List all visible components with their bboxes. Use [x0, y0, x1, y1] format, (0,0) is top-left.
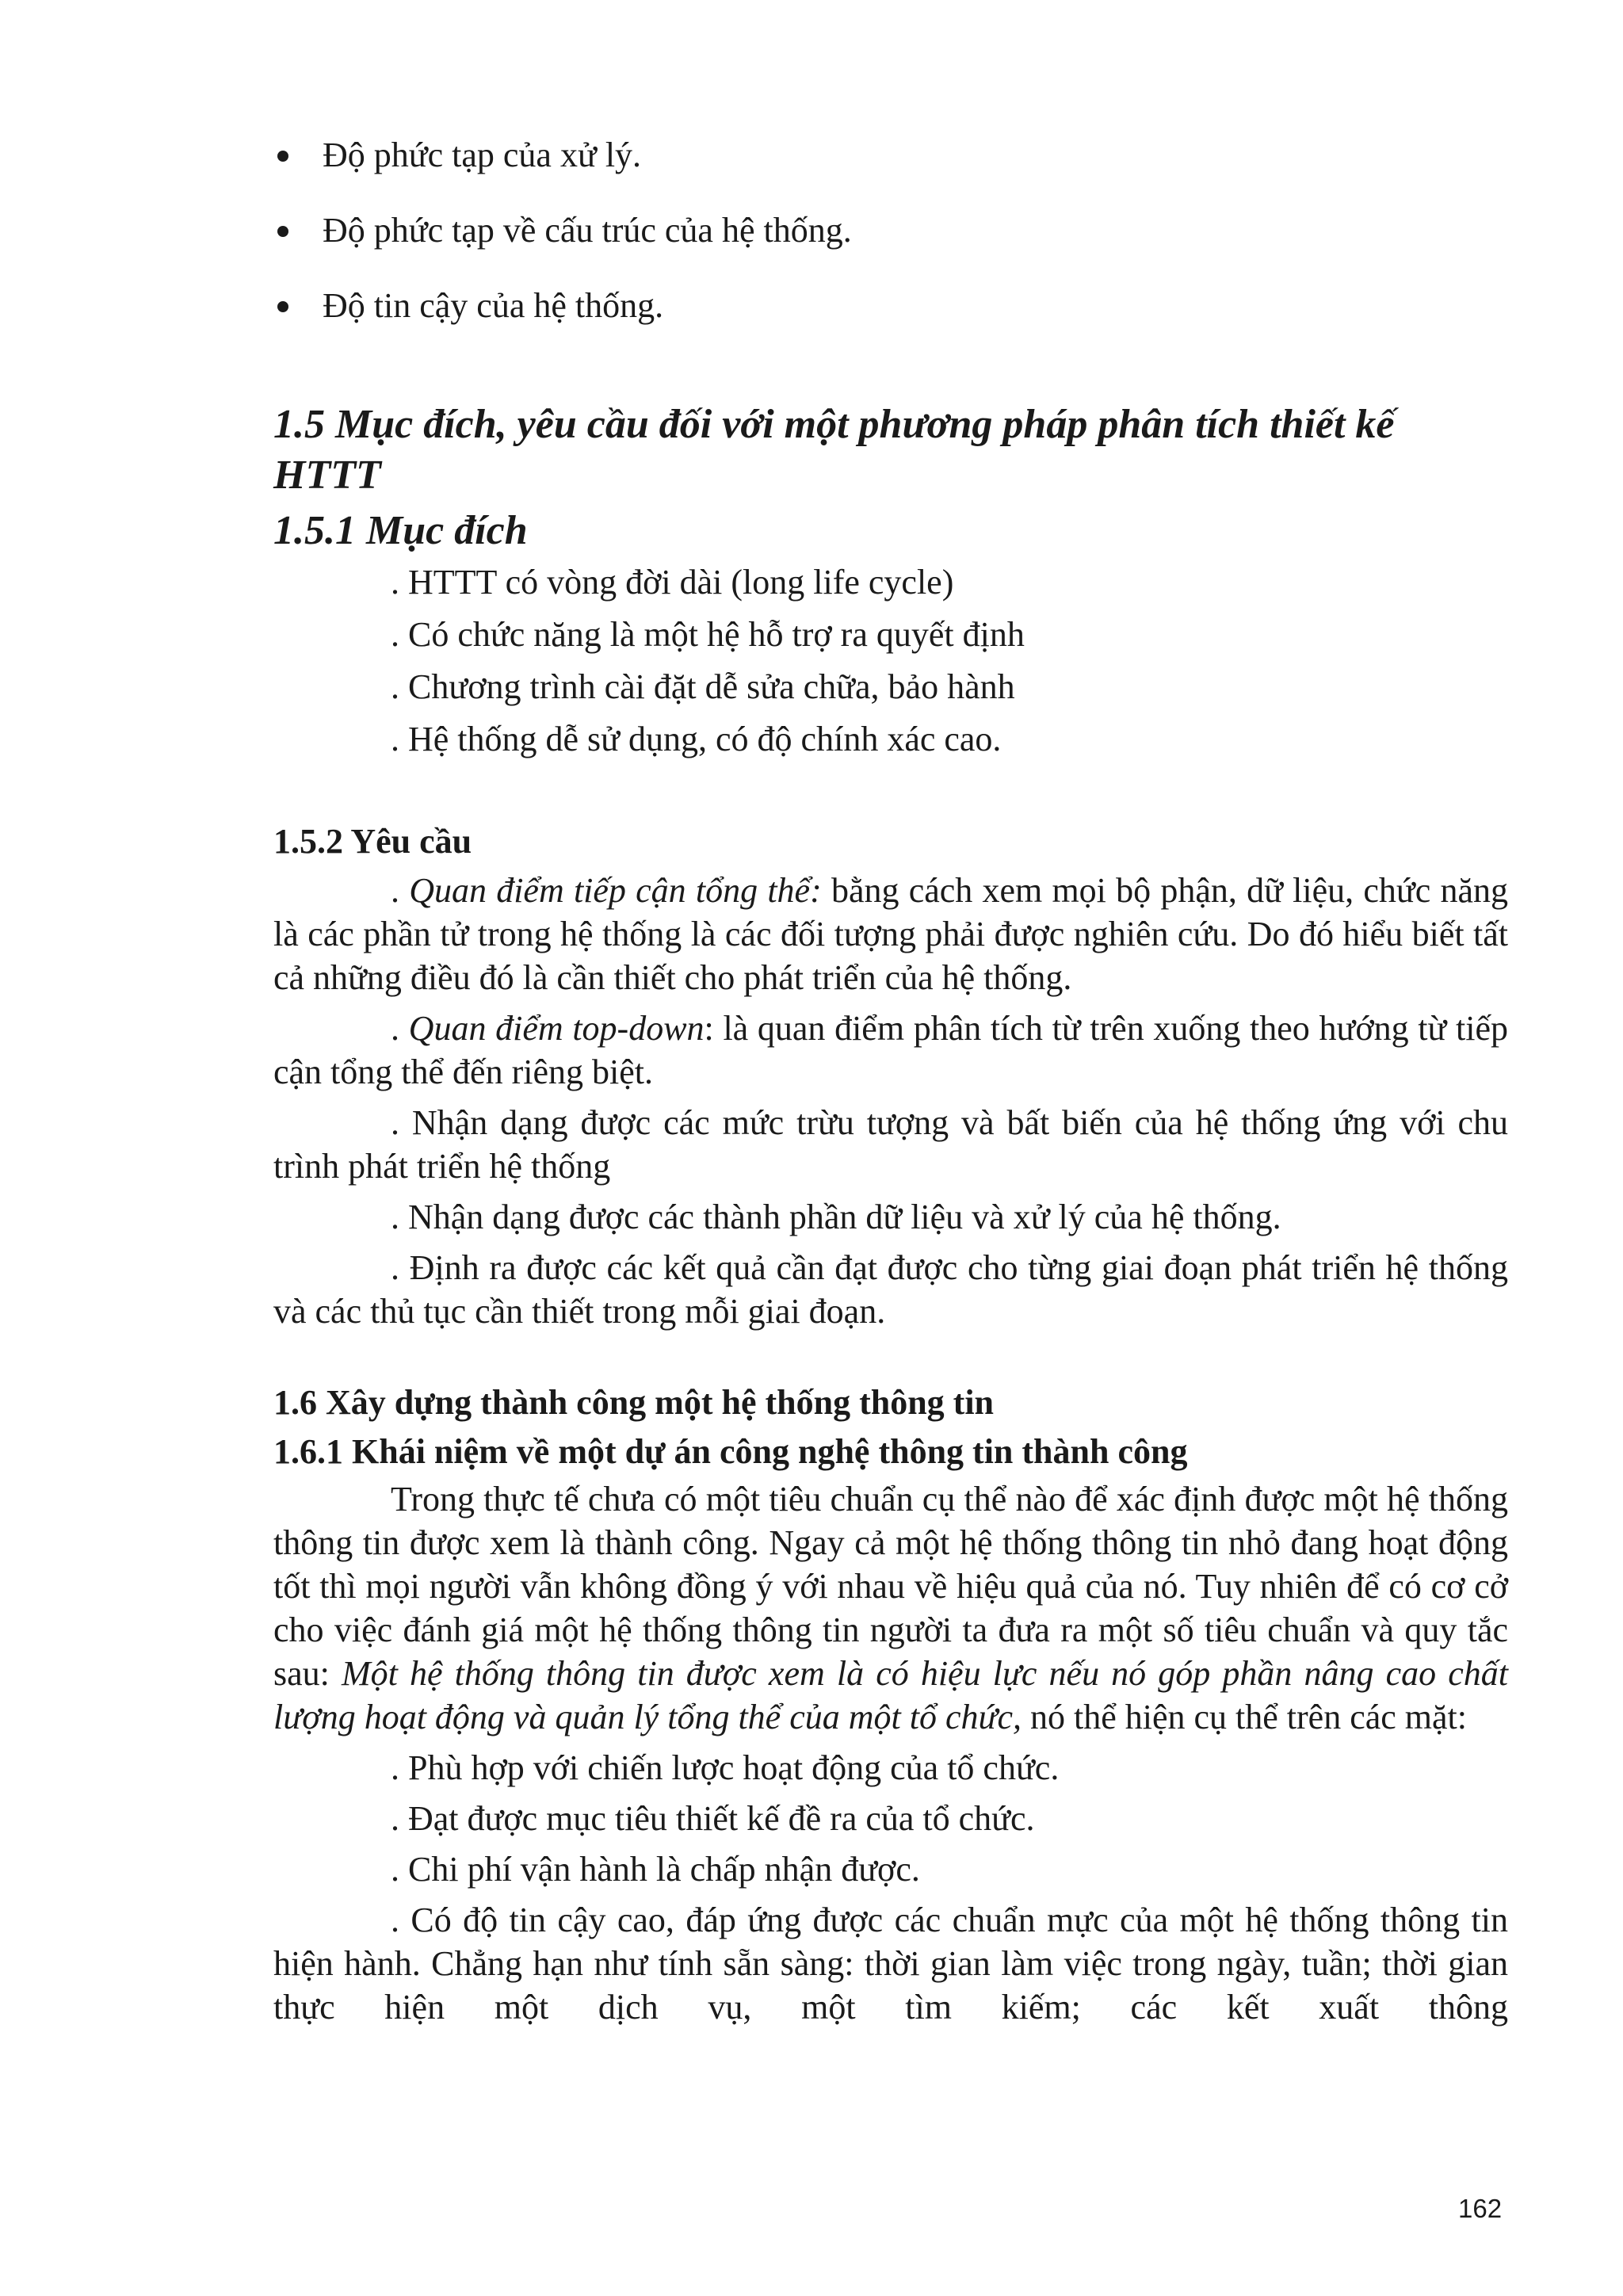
section-1-6-1-heading: 1.6.1 Khái niệm về một dự án công nghệ thông tin thành công: [273, 1432, 1188, 1471]
section-1-5-2-heading: 1.5.2 Yêu cầu: [273, 822, 472, 861]
document-page: [273, 135, 1508, 2036]
bullet-dot-icon: [277, 151, 288, 162]
goal-item: . Hệ thống dễ sử dụng, có độ chính xác cao.: [391, 720, 1002, 758]
requirement-paragraph: [273, 869, 1508, 999]
paragraph-text: nó thể hiện cụ thể trên các mặt:: [1022, 1698, 1468, 1736]
italic-term: Quan điểm top-down: [408, 1009, 705, 1048]
paragraph-prefix: .: [391, 871, 410, 910]
bullet-item: [273, 285, 1508, 327]
paragraph-prefix: .: [391, 1009, 409, 1048]
section-1-6-heading: 1.6 Xây dựng thành công một hệ thống thông tin: [273, 1383, 995, 1422]
requirement-paragraph: . Nhận dạng được các mức trừu tượng và bất biến của hệ thống ứng với chu trình phát triển hệ thống: [273, 1103, 1508, 1186]
bullet-list: [273, 135, 1508, 327]
bullet-dot-icon: [277, 301, 288, 312]
requirement-paragraph: . Định ra được các kết quả cần đạt được cho từng giai đoạn phát triển hệ thống và các thủ tục cần thiết trong mỗi giai đoạn.: [273, 1248, 1508, 1331]
section-1-5-1-heading: 1.5.1 Mục đích: [273, 508, 528, 553]
bullet-text: Độ tin cậy của hệ thống.: [323, 286, 664, 325]
bullet-text: Độ phức tạp về cấu trúc của hệ thống.: [323, 211, 852, 250]
paragraph-text: : là quan điểm phân tích từ trên xuống theo hướng từ tiếp cận tổng thể đến riêng biệt.: [273, 1009, 1508, 1091]
section-1-5-heading: [273, 399, 1508, 501]
goal-item: . Có chức năng là một hệ hỗ trợ ra quyết định: [391, 615, 1025, 654]
criteria-item: . Đạt được mục tiêu thiết kế đề ra của tổ chức.: [391, 1799, 1035, 1838]
bullet-item: [273, 135, 1508, 176]
requirement-paragraph: [273, 1007, 1508, 1094]
italic-term: Quan điểm tiếp cận tổng thể:: [409, 871, 822, 910]
bullet-dot-icon: [277, 226, 288, 237]
section-1-5-heading-line2: HTTT: [273, 453, 381, 498]
success-paragraph: [273, 1477, 1508, 1739]
section-1-5-heading-line1: 1.5 Mục đích, yêu cầu đối với một phương pháp phân tích thiết kế: [273, 402, 1395, 447]
paragraph-text: bằng cách xem mọi bộ phận, dữ liệu, chức năng là các phần tử trong hệ thống là các đối tượng phải được nghiên cứu. Do đó hiểu biết tất cả những điều đó là cần thiết cho phát triển của hệ thống.: [273, 871, 1508, 997]
goal-item: . HTTT có vòng đời dài (long life cycle): [391, 563, 954, 602]
bullet-item: [273, 210, 1508, 251]
criteria-item: . Phù hợp với chiến lược hoạt động của tổ chức.: [391, 1748, 1060, 1787]
italic-definition: Một hệ thống thông tin được xem là có hiệu lực nếu nó góp phần nâng cao chất lượng hoạt động và quản lý tổng thể của một tổ chức,: [273, 1654, 1508, 1736]
paragraph-text: Trong thực tế chưa có một tiêu chuẩn cụ thể nào để xác định được một hệ thống thông tin được xem là thành công. Ngay cả một hệ thống thông tin nhỏ đang hoạt động tốt thì mọi người vẫn không đồng ý với nhau về hiệu quả của nó. Tuy nhiên để có cơ cở cho việc đánh giá một hệ thống thông tin người ta đưa ra một số tiêu chuẩn và quy tắc sau:: [273, 1480, 1508, 1693]
goal-item: . Chương trình cài đặt dễ sửa chữa, bảo hành: [391, 667, 1015, 706]
goals-list: [273, 556, 1508, 766]
requirement-paragraph: . Nhận dạng được các thành phần dữ liệu và xử lý của hệ thống.: [391, 1198, 1281, 1236]
bullet-text: Độ phức tạp của xử lý.: [323, 136, 642, 174]
criteria-item: . Chi phí vận hành là chấp nhận được.: [391, 1850, 920, 1889]
page-number: 162: [1458, 2194, 1503, 2223]
criteria-paragraph: . Có độ tin cậy cao, đáp ứng được các chuẩn mực của một hệ thống thông tin hiện hành. Chẳng hạn như tính sẵn sàng: thời gian làm việc trong ngày, tuần; thời gian thực hiện một dịch vụ, một tìm kiếm; các kết xuất thông: [273, 1901, 1508, 2027]
